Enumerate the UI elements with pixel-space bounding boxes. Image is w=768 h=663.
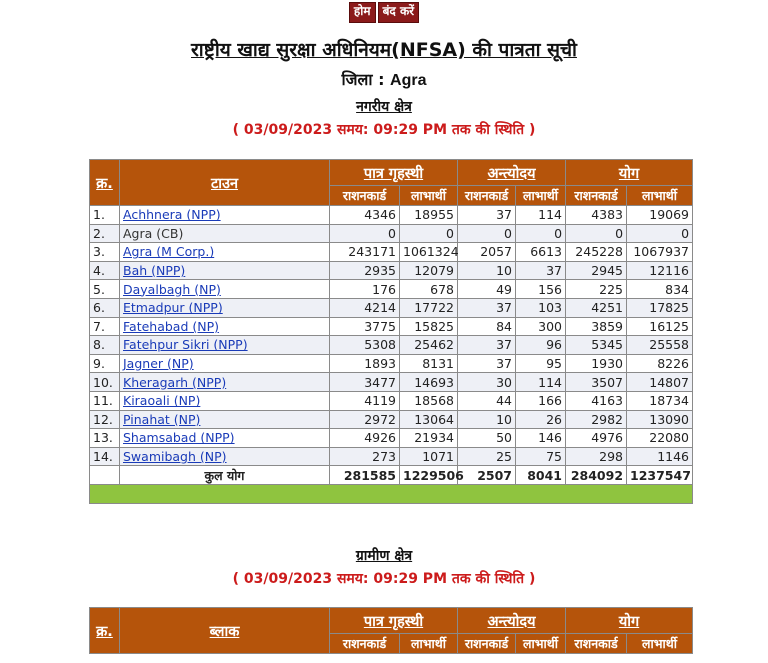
table-row bbox=[90, 354, 693, 373]
row-serial: 11. bbox=[90, 391, 120, 410]
row-town-cell bbox=[120, 447, 330, 466]
rural-section-title: ग्रामीण क्षेत्र bbox=[355, 548, 413, 564]
row-value-cell: 37 bbox=[458, 298, 516, 317]
row-serial: 1. bbox=[90, 206, 120, 225]
row-value-cell: 0 bbox=[566, 224, 627, 243]
row-value-cell: 96 bbox=[516, 336, 566, 355]
row-value-cell: 15825 bbox=[400, 317, 458, 336]
total-cell: 1237547 bbox=[627, 466, 693, 485]
district-name: Agra bbox=[390, 72, 427, 89]
row-value-cell: 17825 bbox=[627, 298, 693, 317]
table-row bbox=[90, 391, 693, 410]
subheader-ration-card: राशनकार्ड bbox=[330, 186, 400, 206]
table-row bbox=[90, 298, 693, 317]
table-row bbox=[90, 410, 693, 429]
row-value-cell: 21934 bbox=[400, 429, 458, 448]
subheader-ration-card: राशनकार्ड bbox=[458, 186, 516, 206]
row-value-cell: 37 bbox=[458, 354, 516, 373]
row-value-cell: 25 bbox=[458, 447, 516, 466]
rural-table bbox=[89, 607, 693, 654]
subheader-ration-card: राशनकार्ड bbox=[330, 634, 400, 654]
rural-status-text: ( 03/09/2023 समय: 09:29 PM तक की स्थिति ) bbox=[232, 571, 536, 587]
row-value-cell: 300 bbox=[516, 317, 566, 336]
row-value-cell: 0 bbox=[400, 224, 458, 243]
row-value-cell: 4976 bbox=[566, 429, 627, 448]
total-cell: 281585 bbox=[330, 466, 400, 485]
town-link[interactable]: Pinahat (NP) bbox=[123, 411, 201, 427]
top-nav bbox=[0, 0, 768, 23]
row-value-cell: 22080 bbox=[627, 429, 693, 448]
row-value-cell: 834 bbox=[627, 280, 693, 299]
row-value-cell: 8226 bbox=[627, 354, 693, 373]
footer-bar-cell bbox=[90, 484, 693, 503]
total-cell: 2507 bbox=[458, 466, 516, 485]
row-value-cell: 6613 bbox=[516, 243, 566, 262]
row-value-cell: 156 bbox=[516, 280, 566, 299]
row-value-cell: 1067937 bbox=[627, 243, 693, 262]
row-value-cell: 4119 bbox=[330, 391, 400, 410]
home-button[interactable]: होम bbox=[349, 2, 376, 23]
row-value-cell: 14807 bbox=[627, 373, 693, 392]
table-row bbox=[90, 261, 693, 280]
row-value-cell: 5345 bbox=[566, 336, 627, 355]
col-header-total[interactable]: योग bbox=[566, 608, 693, 634]
town-link[interactable]: Agra (M Corp.) bbox=[123, 244, 215, 260]
row-value-cell: 114 bbox=[516, 206, 566, 225]
row-town-cell bbox=[120, 354, 330, 373]
row-town-cell bbox=[120, 317, 330, 336]
table-row bbox=[90, 317, 693, 336]
row-value-cell: 5308 bbox=[330, 336, 400, 355]
table-row bbox=[90, 429, 693, 448]
subheader-beneficiary: लाभार्थी bbox=[400, 186, 458, 206]
row-value-cell: 8131 bbox=[400, 354, 458, 373]
row-value-cell: 4383 bbox=[566, 206, 627, 225]
table-row bbox=[90, 280, 693, 299]
table-row bbox=[90, 243, 693, 262]
district-label: जिला : bbox=[341, 70, 385, 89]
row-serial: 10. bbox=[90, 373, 120, 392]
row-value-cell: 37 bbox=[458, 336, 516, 355]
town-link[interactable]: Bah (NPP) bbox=[123, 263, 186, 279]
town-name: Agra (CB) bbox=[123, 225, 184, 241]
row-value-cell: 95 bbox=[516, 354, 566, 373]
row-serial: 3. bbox=[90, 243, 120, 262]
row-value-cell: 30 bbox=[458, 373, 516, 392]
table-row bbox=[90, 373, 693, 392]
subheader-ration-card: राशनकार्ड bbox=[566, 186, 627, 206]
subheader-ration-card: राशनकार्ड bbox=[458, 634, 516, 654]
town-link[interactable]: Fatehabad (NP) bbox=[123, 318, 220, 334]
row-value-cell: 37 bbox=[458, 206, 516, 225]
town-link[interactable]: Fatehpur Sikri (NPP) bbox=[123, 337, 248, 353]
town-link[interactable]: Kiraoali (NP) bbox=[123, 393, 201, 409]
row-value-cell: 18734 bbox=[627, 391, 693, 410]
col-header-sn[interactable]: क्र. bbox=[90, 608, 120, 654]
row-value-cell: 0 bbox=[516, 224, 566, 243]
col-header-block[interactable]: ब्लाक bbox=[120, 608, 330, 654]
col-header-sn[interactable]: क्र. bbox=[90, 160, 120, 206]
row-value-cell: 4163 bbox=[566, 391, 627, 410]
row-town-cell bbox=[120, 243, 330, 262]
row-value-cell: 18955 bbox=[400, 206, 458, 225]
col-header-antyodaya[interactable]: अन्त्योदय bbox=[458, 608, 566, 634]
town-link[interactable]: Etmadpur (NPP) bbox=[123, 300, 223, 316]
row-value-cell: 243171 bbox=[330, 243, 400, 262]
row-value-cell: 1930 bbox=[566, 354, 627, 373]
row-value-cell: 298 bbox=[566, 447, 627, 466]
row-value-cell: 1893 bbox=[330, 354, 400, 373]
row-value-cell: 2982 bbox=[566, 410, 627, 429]
row-town-cell bbox=[120, 280, 330, 299]
row-value-cell: 84 bbox=[458, 317, 516, 336]
row-value-cell: 103 bbox=[516, 298, 566, 317]
row-value-cell: 0 bbox=[330, 224, 400, 243]
row-value-cell: 2935 bbox=[330, 261, 400, 280]
row-value-cell: 2057 bbox=[458, 243, 516, 262]
row-value-cell: 0 bbox=[458, 224, 516, 243]
subheader-beneficiary: लाभार्थी bbox=[516, 634, 566, 654]
table-row bbox=[90, 206, 693, 225]
subheader-beneficiary: लाभार्थी bbox=[627, 186, 693, 206]
row-value-cell: 1071 bbox=[400, 447, 458, 466]
total-label: कुल योग bbox=[120, 466, 330, 485]
row-value-cell: 176 bbox=[330, 280, 400, 299]
row-value-cell: 4926 bbox=[330, 429, 400, 448]
row-value-cell: 49 bbox=[458, 280, 516, 299]
town-link[interactable]: Achhnera (NPP) bbox=[123, 207, 221, 223]
row-value-cell: 3859 bbox=[566, 317, 627, 336]
total-row bbox=[90, 466, 693, 485]
row-serial: 6. bbox=[90, 298, 120, 317]
urban-status-text: ( 03/09/2023 समय: 09:29 PM तक की स्थिति ) bbox=[232, 122, 536, 138]
row-value-cell: 19069 bbox=[627, 206, 693, 225]
page-title: राष्ट्रीय खाद्य सुरक्षा अधिनियम(NFSA) की पात्रता सूची bbox=[191, 39, 577, 61]
row-value-cell: 4214 bbox=[330, 298, 400, 317]
row-value-cell: 1146 bbox=[627, 447, 693, 466]
row-value-cell: 26 bbox=[516, 410, 566, 429]
row-town-cell bbox=[120, 391, 330, 410]
row-value-cell: 10 bbox=[458, 261, 516, 280]
row-value-cell: 50 bbox=[458, 429, 516, 448]
row-serial: 9. bbox=[90, 354, 120, 373]
town-link[interactable]: Swamibagh (NP) bbox=[123, 449, 227, 465]
row-value-cell: 4346 bbox=[330, 206, 400, 225]
row-serial: 5. bbox=[90, 280, 120, 299]
row-value-cell: 678 bbox=[400, 280, 458, 299]
district-heading bbox=[0, 68, 768, 90]
table-footer-bar bbox=[90, 484, 693, 503]
row-town-cell bbox=[120, 336, 330, 355]
row-value-cell: 44 bbox=[458, 391, 516, 410]
row-town-cell bbox=[120, 224, 330, 243]
row-value-cell: 16125 bbox=[627, 317, 693, 336]
row-value-cell: 3477 bbox=[330, 373, 400, 392]
total-cell: 284092 bbox=[566, 466, 627, 485]
subheader-beneficiary: लाभार्थी bbox=[627, 634, 693, 654]
row-value-cell: 13090 bbox=[627, 410, 693, 429]
row-value-cell: 225 bbox=[566, 280, 627, 299]
row-value-cell: 1061324 bbox=[400, 243, 458, 262]
row-value-cell: 25558 bbox=[627, 336, 693, 355]
col-header-town[interactable]: टाउन bbox=[120, 160, 330, 206]
col-header-eligible-household[interactable]: पात्र गृहस्थी bbox=[330, 608, 458, 634]
row-serial: 8. bbox=[90, 336, 120, 355]
row-value-cell: 14693 bbox=[400, 373, 458, 392]
urban-section-title: नगरीय क्षेत्र bbox=[356, 99, 412, 115]
table-row bbox=[90, 447, 693, 466]
col-header-eligible-household[interactable]: पात्र गृहस्थी bbox=[330, 160, 458, 186]
row-value-cell: 75 bbox=[516, 447, 566, 466]
table-row bbox=[90, 336, 693, 355]
close-button[interactable]: बंद करें bbox=[378, 2, 420, 23]
table-row bbox=[90, 224, 693, 243]
subheader-beneficiary: लाभार्थी bbox=[400, 634, 458, 654]
row-value-cell: 2945 bbox=[566, 261, 627, 280]
row-value-cell: 0 bbox=[627, 224, 693, 243]
town-link[interactable]: Dayalbagh (NP) bbox=[123, 281, 221, 297]
row-value-cell: 13064 bbox=[400, 410, 458, 429]
row-value-cell: 4251 bbox=[566, 298, 627, 317]
row-value-cell: 3507 bbox=[566, 373, 627, 392]
urban-table bbox=[89, 159, 693, 504]
row-value-cell: 18568 bbox=[400, 391, 458, 410]
row-town-cell bbox=[120, 410, 330, 429]
row-town-cell bbox=[120, 206, 330, 225]
row-value-cell: 3775 bbox=[330, 317, 400, 336]
total-cell: 8041 bbox=[516, 466, 566, 485]
row-value-cell: 166 bbox=[516, 391, 566, 410]
row-serial: 13. bbox=[90, 429, 120, 448]
row-town-cell bbox=[120, 261, 330, 280]
subheader-ration-card: राशनकार्ड bbox=[566, 634, 627, 654]
row-value-cell: 273 bbox=[330, 447, 400, 466]
row-serial: 4. bbox=[90, 261, 120, 280]
row-serial: 12. bbox=[90, 410, 120, 429]
town-link[interactable]: Shamsabad (NPP) bbox=[123, 430, 235, 446]
town-link[interactable]: Kheragarh (NPP) bbox=[123, 374, 227, 390]
row-town-cell bbox=[120, 429, 330, 448]
row-serial: 14. bbox=[90, 447, 120, 466]
row-serial: 2. bbox=[90, 224, 120, 243]
row-value-cell: 114 bbox=[516, 373, 566, 392]
row-value-cell: 146 bbox=[516, 429, 566, 448]
row-value-cell: 17722 bbox=[400, 298, 458, 317]
row-value-cell: 37 bbox=[516, 261, 566, 280]
row-value-cell: 25462 bbox=[400, 336, 458, 355]
row-value-cell: 245228 bbox=[566, 243, 627, 262]
row-value-cell: 2972 bbox=[330, 410, 400, 429]
total-empty-cell bbox=[90, 466, 120, 485]
row-town-cell bbox=[120, 298, 330, 317]
row-value-cell: 12116 bbox=[627, 261, 693, 280]
town-link[interactable]: Jagner (NP) bbox=[123, 356, 194, 372]
subheader-beneficiary: लाभार्थी bbox=[516, 186, 566, 206]
row-town-cell bbox=[120, 373, 330, 392]
row-value-cell: 10 bbox=[458, 410, 516, 429]
row-value-cell: 12079 bbox=[400, 261, 458, 280]
total-cell: 1229506 bbox=[400, 466, 458, 485]
row-serial: 7. bbox=[90, 317, 120, 336]
col-header-total[interactable]: योग bbox=[566, 160, 693, 186]
col-header-antyodaya[interactable]: अन्त्योदय bbox=[458, 160, 566, 186]
